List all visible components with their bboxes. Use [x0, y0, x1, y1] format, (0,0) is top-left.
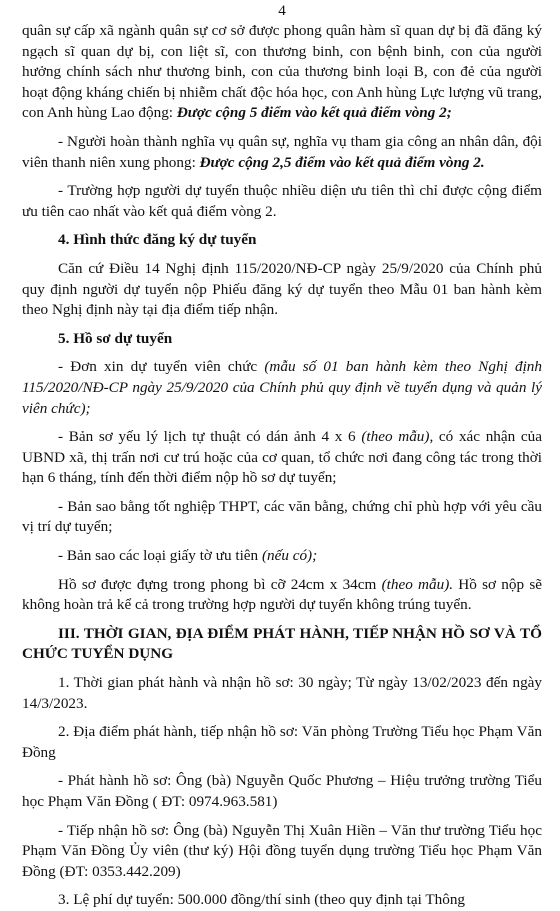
- priority-bonus-text: Được cộng 5 điểm vào kết quả điểm vòng 2;: [176, 104, 452, 122]
- cv-text-1: - Bản sơ yếu lý lịch tự thuật có dán ảnh 4 x 6: [58, 428, 362, 446]
- military-bonus-text: Được cộng 2,5 điểm vào kết quả điểm vòng 2.: [199, 153, 485, 171]
- envelope-note: (theo mẫu).: [381, 575, 454, 593]
- file-item-text: - Đơn xin dự tuyển viên chức: [58, 358, 265, 376]
- priority-docs-text: - Bản sao các loại giấy tờ ưu tiên: [58, 547, 262, 565]
- schedule-issuer: - Phát hành hồ sơ: Ông (bà) Nguyễn Quốc Phương – Hiệu trưởng trường Tiểu học Phạm Văn Đồng ( ĐT: 0974.963.581): [22, 772, 542, 810]
- file-item-note: (mẫu số 01 ban hành kèm theo Nghị định 115/2020/NĐ-CP ngày 25/9/2020 của Chính phủ quy định về tuyển dụng và quản lý viên chức);: [22, 358, 542, 417]
- file-item-priority-docs: [22, 546, 542, 567]
- priority-docs-note: (nếu có);: [261, 547, 318, 565]
- page-number: 4: [278, 2, 286, 19]
- file-item-diploma: - Bản sao bằng tốt nghiệp THPT, các văn bằng, chứng chỉ phù hợp với yêu cầu vị trí dự tuyển;: [22, 497, 542, 536]
- file-item-application: [22, 357, 542, 419]
- heading-application-file: 5. Hồ sơ dự tuyển: [58, 329, 173, 347]
- priority-paragraph-3: - Trường hợp người dự tuyển thuộc nhiều diện ưu tiên thì chỉ được cộng điểm ưu tiên cao nhất vào kết quả điểm vòng 2.: [22, 182, 542, 220]
- schedule-paragraph-2: 2. Địa điểm phát hành, tiếp nhận hồ sơ: Văn phòng Trường Tiểu học Phạm Văn Đồng: [22, 723, 542, 761]
- file-item-cv: [22, 427, 542, 489]
- military-service-text: - Người hoàn thành nghĩa vụ quân sự, nghĩa vụ tham gia công an nhân dân, đội viên thanh niên xung phong:: [22, 132, 542, 171]
- envelope-text-1: Hồ sơ được đựng trong phong bì cỡ 24cm x 34cm: [58, 575, 382, 593]
- schedule-paragraph-1: 1. Thời gian phát hành và nhận hồ sơ: 30 ngày; Từ ngày 13/02/2023 đến ngày 14/3/2023.: [22, 674, 542, 712]
- priority-text: quân sự cấp xã ngành quân sự cơ sở được phong quân hàm sĩ quan dự bị đã đăng ký ngạch sĩ quan dự bị, con liệt sĩ, con thương binh, con bệnh binh, con của người hưởng chính sách như thương binh, con của thương binh loại B, con đẻ của người hoạt động kháng chiến bị nhiễm chất độc hóa học, con Anh hùng Lực lượng vũ trang, con Anh hùng Lao động:: [22, 22, 542, 122]
- priority-paragraph-1: [22, 21, 542, 124]
- file-envelope-paragraph: [22, 575, 542, 616]
- envelope-text-2: Hồ sơ nộp sẽ không hoàn trả kể cả trong trường hợp người dự tuyển không trúng tuyển.: [22, 575, 542, 614]
- schedule-receiver: - Tiếp nhận hồ sơ: Ông (bà) Nguyễn Thị Xuân Hiền – Văn thư trường Tiểu học Phạm Văn Đồng Ủy viên (thư ký) Hội đồng tuyển dụng trường Tiểu học Phạm Văn Đồng (ĐT: 0353.442.209): [22, 821, 542, 880]
- priority-paragraph-2: [22, 132, 542, 173]
- heading-registration-form: 4. Hình thức đăng ký dự tuyển: [58, 231, 257, 249]
- schedule-fee: 3. Lệ phí dự tuyển: 500.000 đồng/thí sinh (theo quy định tại Thông: [58, 891, 466, 909]
- cv-text-2: , có xác nhận của UBND xã, thị trấn nơi cư trú hoặc của cơ quan, tổ chức nơi đang công tác trong thời hạn 6 tháng, tính đến thời điểm nộp hồ sơ dự tuyển;: [22, 428, 542, 487]
- cv-note: (theo mẫu): [361, 428, 430, 446]
- section-heading-III: III. THỜI GIAN, ĐỊA ĐIỂM PHÁT HÀNH, TIẾP NHẬN HỒ SƠ VÀ TỔ CHỨC TUYỂN DỤNG: [22, 624, 542, 663]
- registration-paragraph: Căn cứ Điều 14 Nghị định 115/2020/NĐ-CP ngày 25/9/2020 của Chính phủ quy định người dự tuyển nộp Phiếu đăng ký dự tuyển theo Mẫu 01 ban hành kèm theo Nghị định này tại địa điểm tiếp nhận.: [22, 259, 542, 319]
